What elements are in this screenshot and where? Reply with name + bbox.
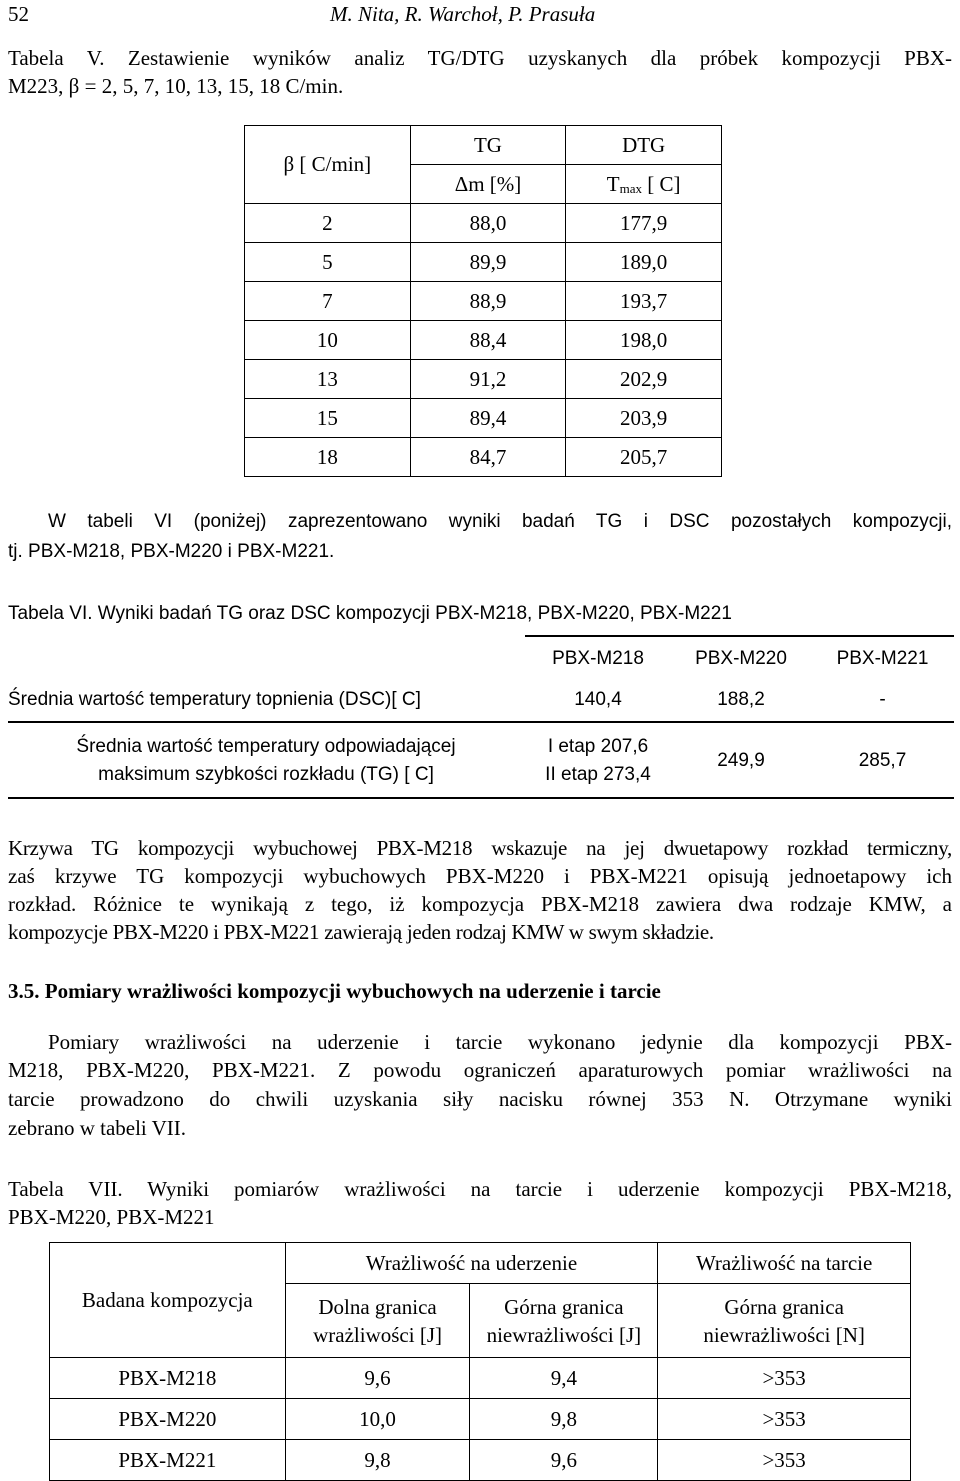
paragraph-2-line3: rozkład. Różnice te wynikają z tego, iż kompozycja PBX-M218 zawiera dwa rodzaje KMW, a — [8, 892, 952, 916]
running-header-authors: M. Nita, R. Warchoł, P. Prasuła — [330, 2, 596, 26]
table5-cell: 89,9 — [410, 243, 566, 282]
table-row — [50, 1358, 911, 1399]
table7-caption-line1: Tabela VII. Wyniki pomiarów wrażliwości na tarcie i uderzenie kompozycji PBX-M218, — [8, 1177, 952, 1201]
table7-cell: PBX-M220 — [50, 1399, 286, 1440]
table5-cell: 13 — [245, 360, 411, 399]
table6-caption: Tabela VI. Wyniki badań TG oraz DSC kompozycji PBX-M218, PBX-M220, PBX-M221 — [8, 603, 732, 624]
paragraph-2-line2: zaś krzywe TG kompozycji wybuchowych PBX-M220 i PBX-M221 opisują jednoetapowy ich — [8, 864, 952, 888]
table5-cell: 89,4 — [410, 399, 566, 438]
table5-header-tmax — [566, 165, 722, 204]
lower-limit-line2: wrażliwości [J] — [313, 1322, 442, 1347]
paragraph-2-line4: kompozycje PBX-M220 i PBX-M221 zawierają jeden rodzaj KMW w swym składzie. — [8, 920, 714, 944]
table7-cell: 9,8 — [470, 1399, 658, 1440]
table6-bottom-rule — [8, 797, 954, 799]
table7-subheader-upper-limit — [470, 1284, 658, 1358]
table7 — [49, 1242, 911, 1481]
table5-cell: 2 — [245, 204, 411, 243]
page-number: 52 — [8, 2, 29, 26]
table5-cell: 15 — [245, 399, 411, 438]
table-row — [245, 360, 722, 399]
table5-cell: 7 — [245, 282, 411, 321]
upper-limit-line2: niewrażliwości [J] — [486, 1322, 642, 1347]
table6-row2-m218-line2: II etap 273,4 — [545, 764, 651, 785]
table7-cell: >353 — [658, 1440, 911, 1481]
table7-cell: 9,6 — [285, 1358, 470, 1399]
table-row — [245, 321, 722, 360]
section-heading: 3.5. Pomiary wrażliwości kompozycji wybuchowych na uderzenie i tarcie — [8, 979, 661, 1003]
table5-header-dtg: DTG — [566, 126, 722, 165]
table5-header-tg: TG — [410, 126, 566, 165]
table5-cell: 88,9 — [410, 282, 566, 321]
table5-cell: 193,7 — [566, 282, 722, 321]
friction-limit-line1: Górna granica — [724, 1294, 844, 1319]
table6-top-rule — [525, 635, 954, 637]
table5-cell: 189,0 — [566, 243, 722, 282]
paragraph-3-line3: tarcie prowadzono do chwili uzyskania siły nacisku równej 353 N. Otrzymane wyniki — [8, 1087, 952, 1111]
table6-row2-label-line2: maksimum szybkości rozkładu (TG) [ C] — [98, 764, 434, 785]
paragraph-3-line1: Pomiary wrażliwości na uderzenie i tarcie wykonano jedynie dla kompozycji PBX- — [48, 1030, 952, 1054]
table5-cell: 10 — [245, 321, 411, 360]
table7-cell: >353 — [658, 1399, 911, 1440]
table5-cell: 205,7 — [566, 438, 722, 477]
lower-limit-line1: Dolna granica — [318, 1294, 437, 1319]
tmax-symbol: T — [606, 171, 620, 196]
table-row — [245, 282, 722, 321]
table-row — [50, 1399, 911, 1440]
table5-cell: 203,9 — [566, 399, 722, 438]
table-row — [245, 204, 722, 243]
paragraph-1-line1: W tabeli VI (poniżej) zaprezentowano wyniki badań TG i DSC pozostałych kompozycji, — [48, 511, 952, 532]
table5-header-beta: β [ C/min] — [245, 126, 411, 204]
table5-cell: 18 — [245, 438, 411, 477]
table-row — [245, 399, 722, 438]
table-row — [50, 1440, 911, 1481]
table-row — [245, 438, 722, 477]
friction-limit-line2: niewrażliwości [N] — [703, 1322, 865, 1347]
table7-header-friction: Wrażliwość na tarcie — [658, 1243, 911, 1284]
table5-cell: 88,4 — [410, 321, 566, 360]
table5-cell: 198,0 — [566, 321, 722, 360]
table5-cell: 84,7 — [410, 438, 566, 477]
table6-row1-m221: - — [879, 689, 886, 710]
table7-header-composition: Badana kompozycja — [50, 1243, 286, 1358]
table7-cell: PBX-M218 — [50, 1358, 286, 1399]
table7-caption-line2: PBX-M220, PBX-M221 — [8, 1205, 215, 1229]
table7-cell: 9,4 — [470, 1358, 658, 1399]
paragraph-3-line4: zebrano w tabeli VII. — [8, 1116, 187, 1140]
table7-cell: PBX-M221 — [50, 1440, 286, 1481]
table6-col-m218: PBX-M218 — [552, 648, 644, 669]
tmax-unit: [ C] — [642, 171, 681, 196]
table5-caption-line2: M223, β = 2, 5, 7, 10, 13, 15, 18 C/min. — [8, 74, 344, 98]
table6-row2-m220: 249,9 — [717, 750, 765, 771]
table7-cell: >353 — [658, 1358, 911, 1399]
table6-row2-m221: 285,7 — [858, 750, 907, 771]
table6-row1-label: Średnia wartość temperatury topnienia (DSC)[ C] — [8, 689, 421, 710]
table7-cell: 9,6 — [470, 1440, 658, 1481]
table6-col-m220: PBX-M220 — [695, 648, 787, 669]
table7-subheader-lower-limit — [285, 1284, 470, 1358]
table6-row2-label-line1: Średnia wartość temperatury odpowiadającej — [76, 736, 456, 757]
table7-cell: 10,0 — [285, 1399, 470, 1440]
table6-mid-rule — [8, 721, 954, 723]
table5-cell: 177,9 — [566, 204, 722, 243]
table5-header-dm: Δm [%] — [410, 165, 566, 204]
table6-col-m221: PBX-M221 — [836, 648, 929, 669]
paragraph-1-line2: tj. PBX-M218, PBX-M220 i PBX-M221. — [8, 541, 335, 562]
table7-cell: 9,8 — [285, 1440, 470, 1481]
table5-cell: 202,9 — [566, 360, 722, 399]
table7-subheader-friction-limit — [658, 1284, 911, 1358]
table6-row1-m218: 140,4 — [574, 689, 622, 710]
upper-limit-line1: Górna granica — [504, 1294, 624, 1319]
table5-caption-line1: Tabela V. Zestawienie wyników analiz TG/DTG uzyskanych dla próbek kompozycji PBX- — [8, 46, 952, 70]
tmax-subscript: max — [619, 180, 643, 196]
table5 — [244, 125, 722, 477]
table5-cell: 5 — [245, 243, 411, 282]
table6-row2-m218-line1: I etap 207,6 — [547, 736, 649, 757]
paragraph-3-line2: M218, PBX-M220, PBX-M221. Z powodu ograniczeń aparaturowych pomiar wrażliwości na — [8, 1058, 952, 1082]
table7-header-impact: Wrażliwość na uderzenie — [285, 1243, 658, 1284]
paragraph-2-line1: Krzywa TG kompozycji wybuchowej PBX-M218 wskazuje na jej dwuetapowy rozkład termiczny, — [8, 836, 952, 860]
table5-cell: 88,0 — [410, 204, 566, 243]
table-row — [245, 243, 722, 282]
table6-row1-m220: 188,2 — [717, 689, 765, 710]
table5-cell: 91,2 — [410, 360, 566, 399]
